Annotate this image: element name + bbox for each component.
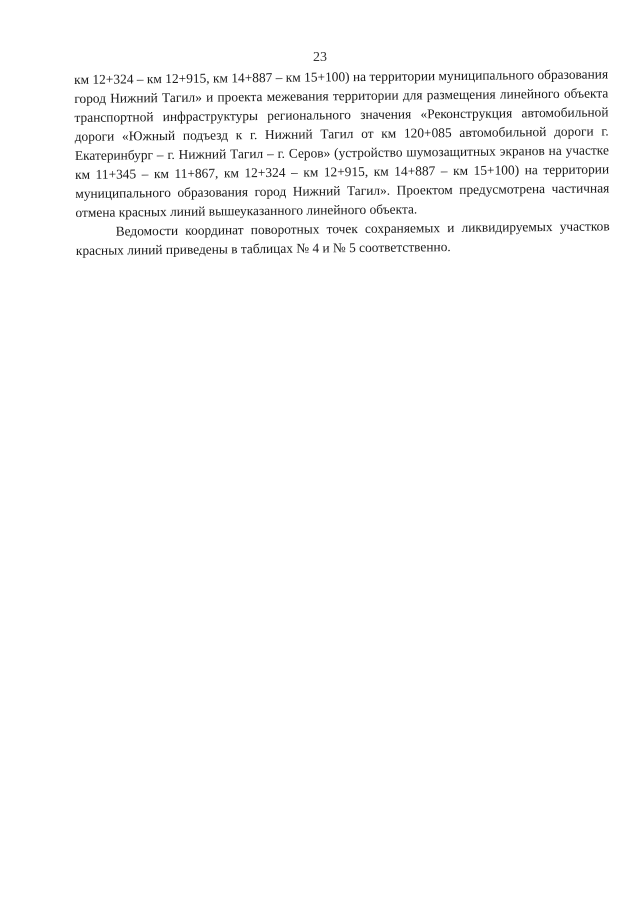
page-number: 23 [313, 50, 327, 65]
paragraph-continuation: км 12+324 – км 12+915, км 14+887 – км 15+100) на территории муниципального образования город Нижний Тагил» и проекта межевания территории для размещения линейного объекта транспортной инфраструктуры регионального значения «Реконструкция автомобильной дороги «Южный подъезд к г. Нижний Тагил от км 120+085 автомобильной дороги г. Екатеринбург – г. Нижний Тагил – г. Серов» (устройство шумозащитных экранов на участке км 11+345 – км 11+867, км 12+324 – км 12+915, км 14+887 – км 15+100) на территории муниципального образования город Нижний Тагил». Проектом предусмотрена частичная отмена красных линий вышеуказанного линейного объекта. [74, 66, 610, 220]
paragraph-coordinates-note: Ведомости координат поворотных точек сохраняемых и ликвидируемых участков красных линий приведены в таблицах № 4 и № 5 соответственно. [75, 218, 610, 258]
body-text [74, 64, 610, 260]
